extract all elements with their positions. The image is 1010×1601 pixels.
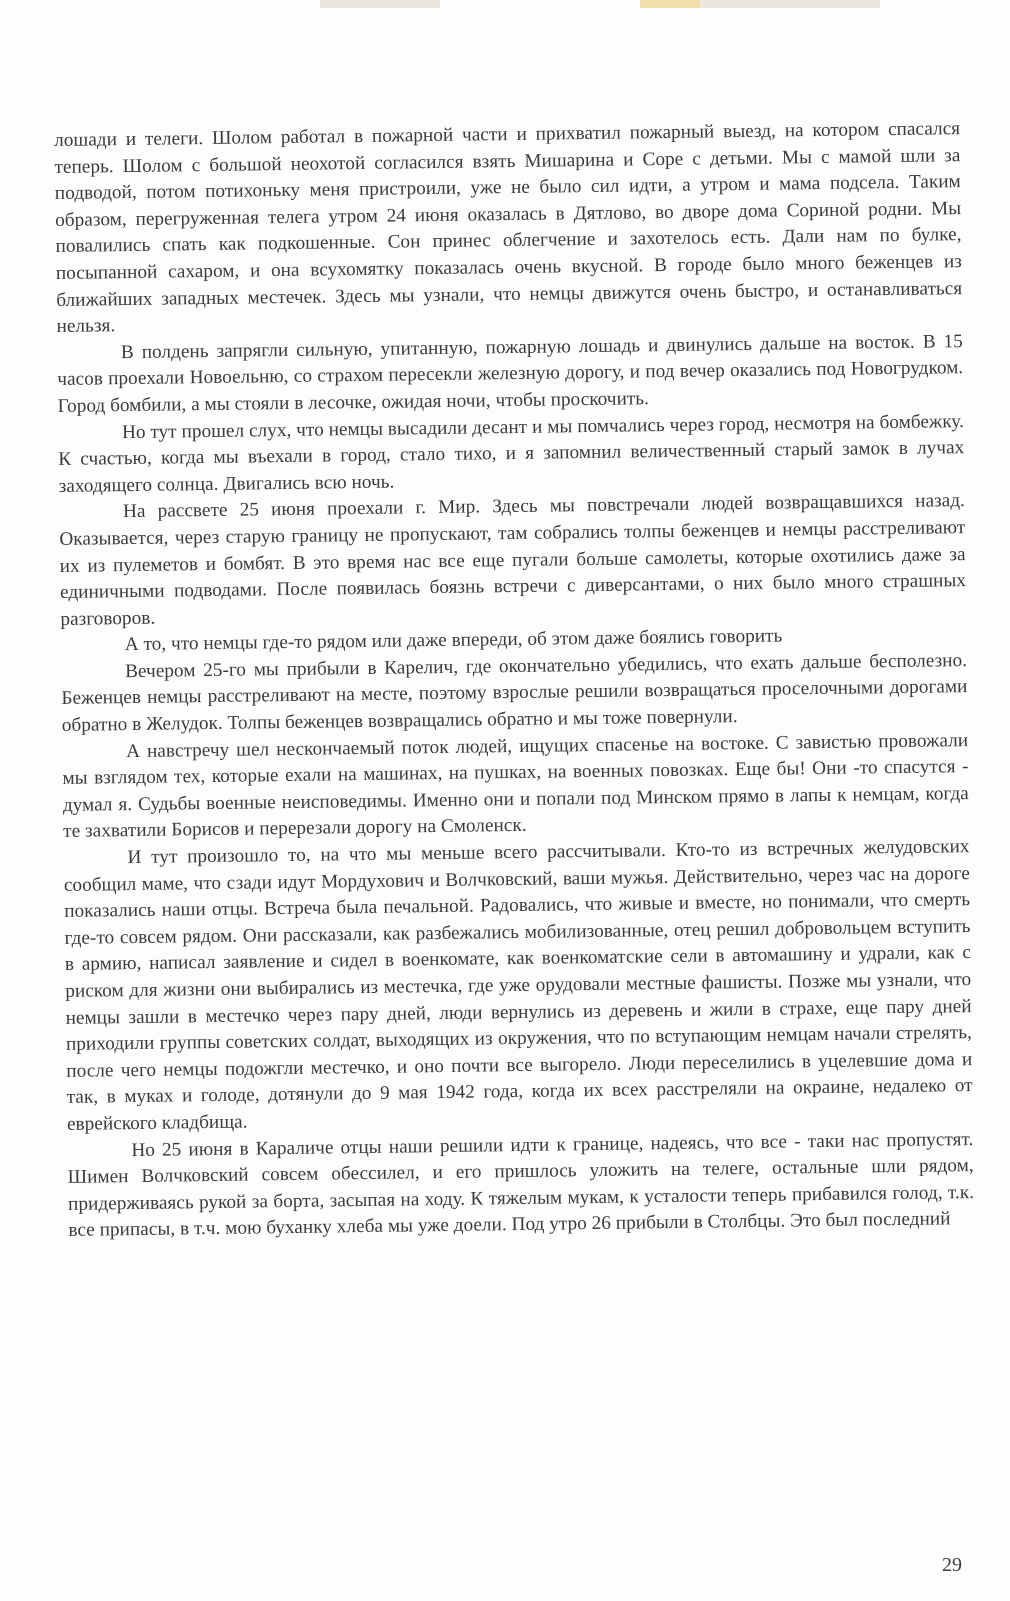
paragraph: Но тут прошел слух, что немцы высадили десант и мы помчались через город, несмотря на бомбежку. К счастью, когда мы въехали в город, стало тихо, и я запомнил величественный старый замок в лучах заходящего солнца. Двигались всю ночь.	[58, 410, 965, 497]
scan-edge-marks	[0, 0, 1010, 8]
paragraph: лошади и телеги. Шолом работал в пожарной части и прихватил пожарный выезд, на котором спасался теперь. Шолом с большой неохотой согласился взять Мишарина и Соре с детьми. Мы с мамой шли за подводой, потом потихоньку меня пристроили, уже не было сил идти, а утром и мама подсела. Таким образом, перегруженная телега утром 24 июня оказалась в Дятлово, во дворе дома Сориной родни. Мы повалились спать как подкошенные. Сон принес облегчение и захотелось есть. Дали нам по булке, посыпанной сахаром, и она всухомятку показалась очень вкусной. В городе было много беженцев из ближайших западных местечек. Здесь мы узнали, что немцы движутся очень быстро, и останавливаться нельзя.	[54, 118, 963, 338]
page-number: 29	[942, 1554, 962, 1576]
paragraph: И тут произошло то, на что мы меньше всего рассчитывали. Кто-то из встречных желудовских сообщил маме, что сзади идут Мордухович и Волчковский, ваши мужья. Действительно, через час на дороге показались наши отцы. Встреча была печальной. Радовались, что живые и вместе, но понимали, что смерть где-то совсем рядом. Они рассказали, как разбежались мобилизованные, отец решил добровольцем вступить в армию, написал заявление и сидел в военкомате, как военкоматские сели в автомашину и удрали, как с риском для жизни они выбирались из местечка, где уже орудовали местные фашисты. Позже мы узнали, что немцы зашли в местечко через пару дней, люди вернулись из деревень и жили в страхе, еще пару дней приходили группы советских солдат, выходящих из окружения, что по вступающим немцам начали стрелять, после чего немцы подожгли местечко, и оно почти все выгорело. Люди переселились в уцелевшие дома и так, в муках и голоде, дотянули до 9 мая 1942 года, когда их всех расстреляли на окраине, недалеко от еврейского кладбища.	[63, 836, 973, 1135]
body-text	[54, 116, 975, 1245]
paragraph: А то, что немцы где-то рядом или даже впереди, об этом даже боялись говорить	[124, 625, 783, 656]
paragraph: Вечером 25-го мы прибыли в Карелич, где окончательно убедились, что ехать дальше бесполезно. Беженцев немцы расстреливают на месте, поэтому взрослые решили возвращаться проселочными дорогами обратно в Желудок. Толпы беженцев возвращались обратно и мы тоже повернули.	[61, 649, 968, 737]
paragraph: А навстречу шел нескончаемый поток людей, ищущих спасенье на востоке. С завистью провожали мы взглядом тех, которые ехали на машинах, на пушках, на военных повозках. Еще бы! Они -то спасутся - думал я. Судьбы военные неисповедимы. Именно они и попали под Минском прямо в лапы к немцам, когда те захватили Борисов и перерезали дорогу на Смоленск.	[62, 729, 969, 843]
paragraph: На рассвете 25 июня проехали г. Мир. Здесь мы повстречали людей возвращавшихся назад. Оказывается, через старую границу не пропускают, там собрались толпы беженцев и немцы расстреливают их из пулеметов и бомбят. В это время нас все еще пугали больше самолеты, которые охотились даже за единичными подводами. После появилась боязнь встречи с диверсантами, о них было много страшных разговоров.	[59, 490, 967, 630]
paragraph: В полдень запрягли сильную, упитанную, пожарную лошадь и двинулись дальше на восток. В 15 часов проехали Новоельню, со страхом пересекли железную дорогу, и под вечер оказались под Новогрудком. Город бомбили, а мы стояли в лесочке, ожидая ночи, чтобы проскочить.	[57, 330, 964, 417]
paragraph: Но 25 июня в Караличе отцы наши решили идти к границе, надеясь, что все - таки нас пропустят. Шимен Волчковский совсем обессилел, и его пришлось уложить на телеге, остальные шли рядом, придерживаясь рукой за борта, засыпая на ходу. К тяжелым мукам, к усталости теперь прибавился голод, т.к. все припасы, в т.ч. мою буханку хлеба мы уже доели. Под утро 26 прибыли в Столбцы. Это был последний	[67, 1128, 975, 1242]
